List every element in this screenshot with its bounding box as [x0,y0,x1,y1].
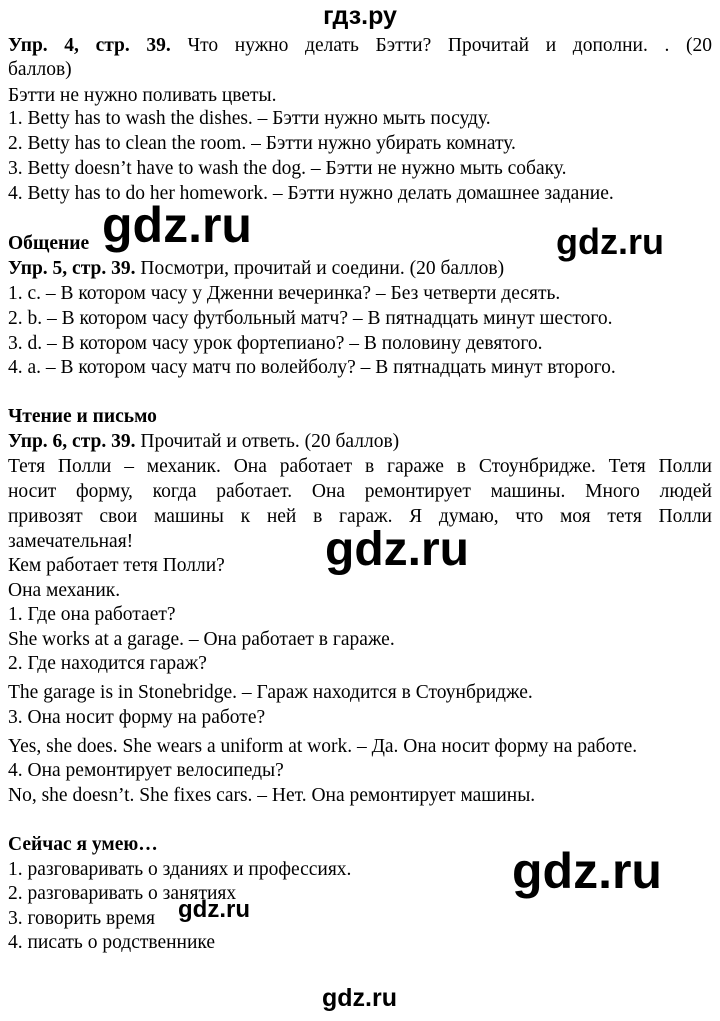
cando-item-3: 3. говорить время [8,908,155,929]
ex6-text-line-1: Тетя Полли – механик. Она работает в гараже в Стоунбридже. Тетя Полли [8,456,712,477]
ex6-answer-2: The garage is in Stonebridge. – Гараж находится в Стоунбридже. [8,682,533,703]
ex6-answer-4: No, she doesn’t. She fixes cars. – Нет. Она ремонтирует машины. [8,785,536,806]
ex4-answer-2: 2. Betty has to clean the room. – Бэтти нужно убирать комнату. [8,133,516,154]
ex6-question-0: Кем работает тетя Полли? [8,555,225,576]
ex6-question-1: 1. Где она работает? [8,604,176,625]
watermark-4: gdz.ru [512,843,662,899]
watermark-3: gdz.ru [325,523,469,576]
cando-item-1: 1. разговаривать о зданиях и профессиях. [8,859,352,880]
ex6-question-3: 3. Она носит форму на работе? [8,707,266,728]
cando-item-4: 4. писать о родственнике [8,932,216,953]
watermark-1: gdz.ru [102,197,252,253]
ex6-title: Упр. 6, стр. 39. [8,431,136,452]
ex4-title: Упр. 4, стр. 39. [8,35,171,56]
section-reading-writing: Чтение и письмо [8,406,157,427]
ex6-instruction: Прочитай и ответь. (20 баллов) [140,431,400,452]
cando-item-2: 2. разговаривать о занятиях [8,883,237,904]
ex4-answer-3: 3. Betty doesn’t have to wash the dog. – Бэтти не нужно мыть собаку. [8,158,567,179]
ex5-answer-1: 1. c. – В котором часу у Дженни вечеринка? – Без четверти десять. [8,283,561,304]
ex6-answer-1: She works at a garage. – Она работает в гараже. [8,629,395,650]
ex6-question-4: 4. Она ремонтирует велосипеды? [8,760,284,781]
ex6-answer-3: Yes, she does. She wears a uniform at work. – Да. Она носит форму на работе. [8,736,638,757]
ex6-text-line-2: носит форму, когда работает. Она ремонтирует машины. Много людей [8,481,712,502]
watermark-2: gdz.ru [556,221,664,262]
ex5-answer-2: 2. b. – В котором часу футбольный матч? – В пятнадцать минут шестого. [8,308,613,329]
ex5-title: Упр. 5, стр. 39. [8,258,136,279]
ex5-instruction: Посмотри, прочитай и соедини. (20 баллов) [140,258,505,279]
ex4-instruction-cont: баллов) [8,59,72,80]
watermark-footer: gdz.ru [322,984,397,1012]
ex4-answer-4: 4. Betty has to do her homework. – Бэтти нужно делать домашнее задание. [8,183,614,204]
ex6-question-2: 2. Где находится гараж? [8,653,207,674]
ex6-heading [8,430,712,454]
ex4-example: Бэтти не нужно поливать цветы. [8,85,277,106]
ex6-answer-0: Она механик. [8,580,121,601]
cando-title: Сейчас я умею… [8,834,158,855]
ex4-heading [8,34,712,58]
section-communication: Общение [8,233,90,254]
ex6-text-line-3: привозят свои машины к ней в гараж. Я думаю, что моя тетя Полли [8,506,712,527]
ex5-answer-3: 3. d. – В котором часу урок фортепиано? – В половину девятого. [8,333,543,354]
ex5-answer-4: 4. a. – В котором часу матч по волейболу? – В пятнадцать минут второго. [8,357,616,378]
ex6-text-line-4: замечательная! [8,531,134,552]
watermark-5: gdz.ru [178,896,250,923]
ex4-answer-1: 1. Betty has to wash the dishes. – Бэтти нужно мыть посуду. [8,108,491,129]
ex4-instruction: Что нужно делать Бэтти? Прочитай и дополни. . (20 [187,35,713,56]
site-header: гдз.ру [323,2,397,30]
